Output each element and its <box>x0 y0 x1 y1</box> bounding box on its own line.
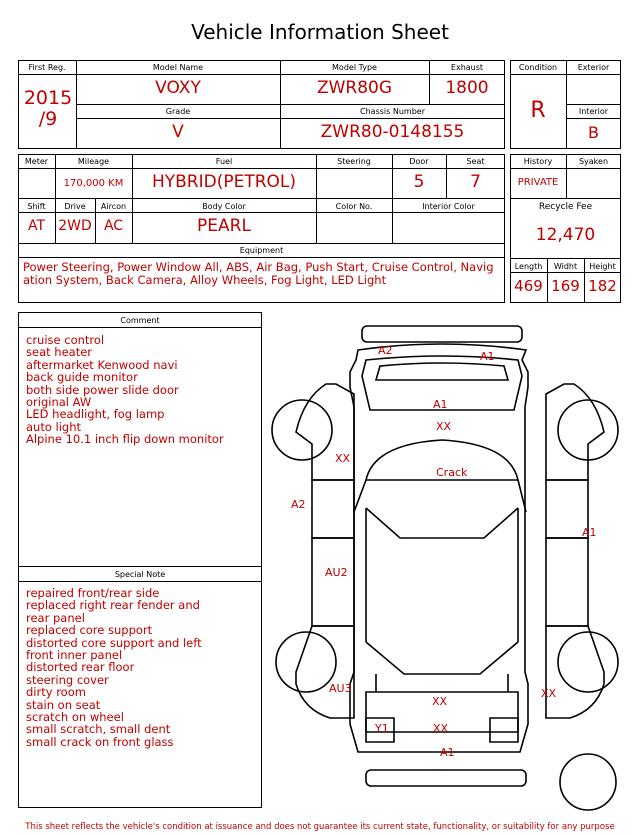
height-value: 182 <box>588 277 617 295</box>
interior-value: B <box>588 123 599 142</box>
mark-rear-bumper: A1 <box>440 746 455 759</box>
aircon-value: AC <box>103 218 124 234</box>
door-value: 5 <box>413 172 425 192</box>
mark-rear-left-lamp: Y1 <box>375 722 389 735</box>
aircon-label: Aircon <box>100 202 127 211</box>
first-reg-value: 2015 /9 <box>23 87 73 130</box>
comment-list <box>26 334 256 446</box>
list-item: dirty room <box>26 685 86 700</box>
body-color-label: Body Color <box>202 202 246 211</box>
list-item: replaced core support <box>26 623 153 638</box>
syaken-label: Syaken <box>578 157 609 166</box>
interior-color-label: Interior Color <box>422 202 475 211</box>
mark-left-front-fender: XX <box>335 452 351 465</box>
exterior-label: Exterior <box>577 63 610 72</box>
special-note-label: Special Note <box>114 570 166 579</box>
color-no-label: Color No. <box>335 202 373 211</box>
mark-tailgate-lower: XX <box>433 722 449 735</box>
equipment-value: Power Steering, Power Window All, ABS, Air Bag, Push Start, Cruise Control, Navigation System, Back Camera, Alloy Wheels, Fog Light, LED Light <box>23 260 494 287</box>
condition-value: R <box>530 98 546 123</box>
exhaust-label: Exhaust <box>450 63 484 72</box>
steering-label: Steering <box>337 157 371 166</box>
mark-right-side: A1 <box>582 526 597 539</box>
spare-wheel <box>560 754 616 810</box>
condition-label: Condition <box>518 63 558 72</box>
height-label: Height <box>589 262 616 271</box>
grille-outline <box>376 363 508 380</box>
list-item: distorted core support and left front inner panel <box>26 635 202 663</box>
sheet-title: Vehicle Information Sheet <box>191 20 449 44</box>
shift-label: Shift <box>27 202 46 211</box>
mark-hood-front: A1 <box>433 398 448 411</box>
list-item: seat heater <box>26 345 93 360</box>
mark-rear-right-fender: XX <box>541 687 557 700</box>
list-item: aftermarket Kenwood navi <box>26 357 178 372</box>
rear-right-wheel <box>558 632 618 692</box>
list-item: LED headlight, fog lamp <box>26 407 165 422</box>
list-item: replaced right rear fender and rear panel <box>26 598 200 625</box>
left-front-door-outline <box>312 480 354 538</box>
fuel-value: HYBRID(PETROL) <box>151 172 297 192</box>
mark-tailgate: XX <box>432 695 448 708</box>
right-front-fender-outline <box>546 384 604 480</box>
recycle-fee-label: Recycle Fee <box>538 202 593 212</box>
list-item: both side power slide door <box>26 382 179 397</box>
shift-value: AT <box>27 218 46 234</box>
rear-bumper-outline <box>366 770 526 786</box>
chassis-number-label: Chassis Number <box>360 107 425 116</box>
model-type-value: ZWR80G <box>316 78 393 98</box>
grade-value: V <box>172 122 184 142</box>
seat-label: Seat <box>466 157 485 166</box>
drive-value: 2WD <box>58 218 92 234</box>
fuel-label: Fuel <box>215 157 233 166</box>
right-rear-fender-outline <box>546 626 604 718</box>
comment-label: Comment <box>120 316 160 325</box>
list-item: small crack on front glass <box>26 734 174 749</box>
recycle-fee-value: 12,470 <box>535 225 596 245</box>
list-item: repaired front/rear side <box>26 586 160 600</box>
special-note-list <box>26 587 226 748</box>
front-bumper-outline <box>362 326 522 342</box>
grade-label: Grade <box>165 107 191 116</box>
mileage-value: 170,000 KM <box>63 178 124 189</box>
list-item: scratch on wheel <box>26 710 124 725</box>
mark-left-rear-door: AU2 <box>325 566 348 579</box>
length-value: 469 <box>514 277 543 295</box>
first-reg-label: First Reg. <box>28 63 66 72</box>
disclaimer-footer: This sheet reflects the vehicle's condition at issuance and does not guarantee its current state, functionality, or suitability for any purpose <box>25 822 615 832</box>
equipment-label: Equipment <box>239 246 284 255</box>
mileage-label: Mileage <box>77 157 110 166</box>
exhaust-value: 1800 <box>445 78 489 98</box>
list-item: distorted rear floor <box>26 660 135 675</box>
list-item: Alpine 10.1 inch flip down monitor <box>26 432 224 447</box>
list-item: steering cover <box>26 672 109 687</box>
mark-hood: XX <box>436 420 452 433</box>
rear-right-lamp-outline <box>490 718 518 742</box>
list-item: auto light <box>26 419 82 434</box>
list-item: cruise control <box>26 333 105 347</box>
drive-label: Drive <box>64 202 86 211</box>
length-label: Length <box>514 262 543 271</box>
door-label: Door <box>409 157 429 166</box>
mark-windshield: Crack <box>436 466 468 479</box>
width-value: 169 <box>551 277 580 295</box>
front-left-wheel <box>272 400 332 460</box>
list-item: original AW <box>26 395 92 410</box>
model-name-label: Model Name <box>152 63 204 72</box>
mark-left-front-door: A2 <box>291 498 306 511</box>
model-name-value: VOXY <box>155 78 201 98</box>
left-rear-door-outline <box>312 538 354 626</box>
meter-label: Meter <box>24 157 49 166</box>
body-color-value: PEARL <box>197 216 251 236</box>
width-label: Widht <box>553 262 578 271</box>
model-type-label: Model Type <box>332 63 377 72</box>
interior-label: Interior <box>578 107 609 116</box>
mark-front-bumper-right: A1 <box>480 350 495 363</box>
list-item: stain on seat <box>26 697 101 712</box>
mark-front-bumper: A2 <box>378 344 393 357</box>
list-item: back guide monitor <box>26 370 138 385</box>
right-rear-door-outline <box>546 538 588 626</box>
history-value: PRIVATE <box>517 177 559 188</box>
list-item: small scratch, small dent <box>26 722 171 737</box>
left-front-fender-outline <box>296 384 354 480</box>
chassis-number-value: ZWR80-0148155 <box>320 122 465 142</box>
history-label: History <box>523 157 553 166</box>
seat-value: 7 <box>470 172 481 192</box>
mark-left-rear-fender: AU3 <box>329 682 352 695</box>
